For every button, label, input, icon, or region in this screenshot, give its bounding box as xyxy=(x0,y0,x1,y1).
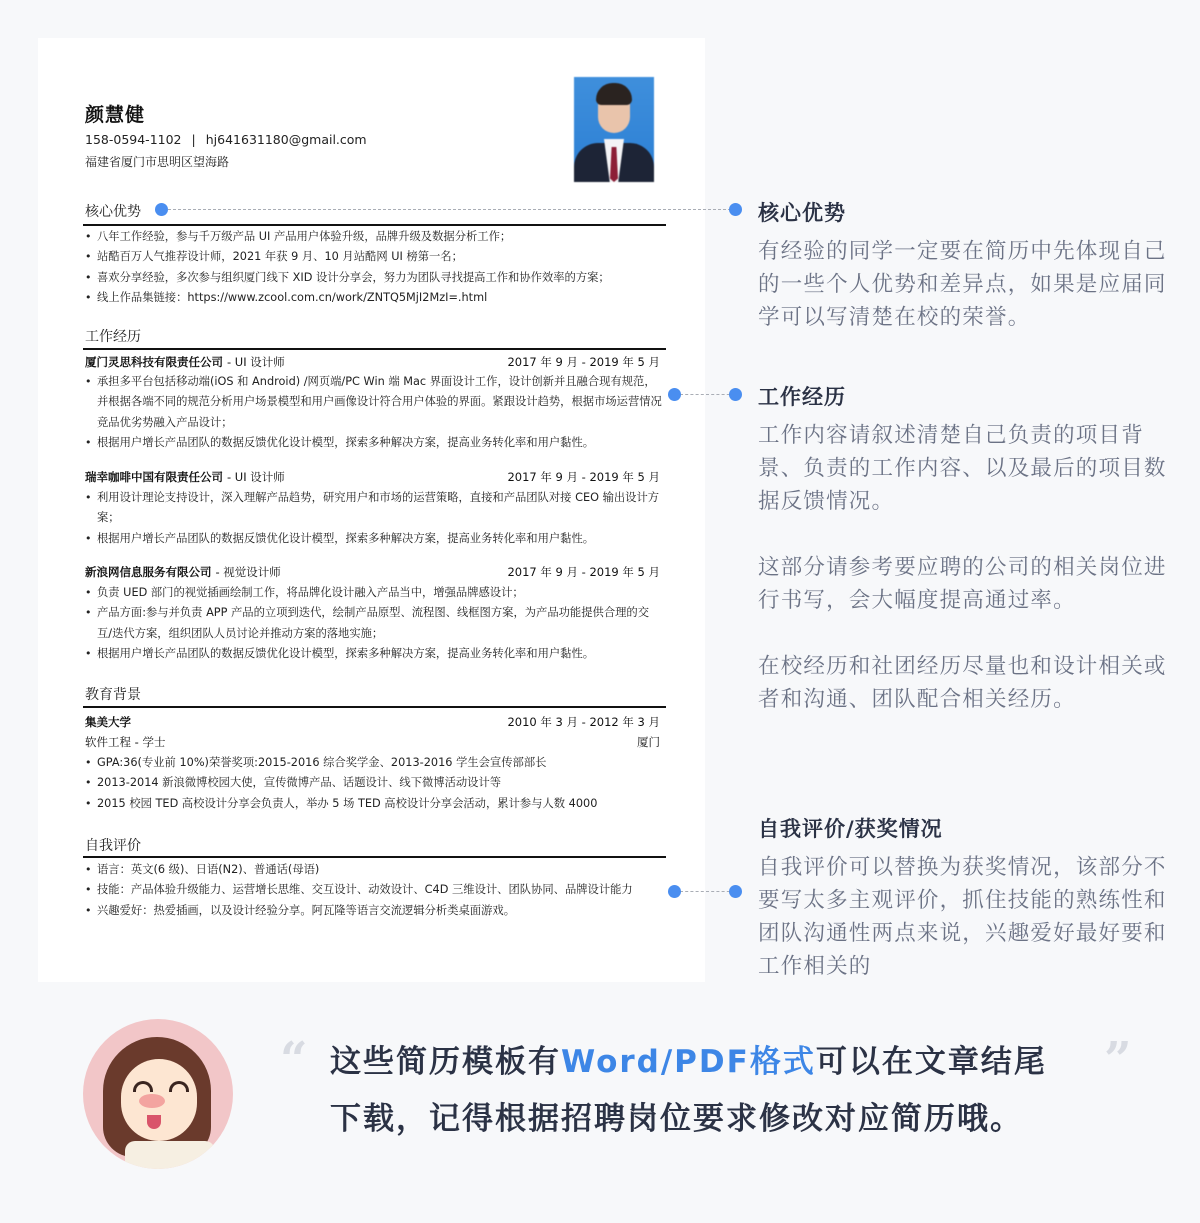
resume-paper xyxy=(38,38,705,982)
separator: | xyxy=(191,132,196,147)
job-items xyxy=(85,488,663,549)
self-eval-items xyxy=(85,860,663,921)
note-title-self-eval: 自我评价/获奖情况 xyxy=(758,817,943,841)
footer-text: 可以在文章结尾 xyxy=(815,1044,1047,1080)
note-text: 有经验的同学一定要在简历中先体现自己的一些个人优势和差异点，如果是应届同学可以写清楚在校的荣誉。 xyxy=(758,239,1167,330)
list-item: • 利用设计理论支持设计，深入理解产品趋势，研究用户和市场的运营策略，直接和产品团队对接 CEO 输出设计方案； xyxy=(85,488,663,529)
job-header xyxy=(85,564,660,580)
section-rule xyxy=(83,706,666,708)
list-item: • 技能：产品体验升级能力、运营增长思维、交互设计、动效设计、C4D 三维设计、团队协同、品牌设计能力 xyxy=(85,880,663,900)
note-title-work: 工作经历 xyxy=(758,385,846,409)
job-items xyxy=(85,372,663,453)
anchor-dot-icon xyxy=(668,885,681,898)
list-item: • 负责 UED 部门的视觉插画绘制工作，将品牌化设计融入产品当中，增强品牌感设计； xyxy=(85,583,663,603)
section-title-work: 工作经历 xyxy=(85,329,141,345)
job-period: 2017 年 9 月 - 2019 年 5 月 xyxy=(507,355,660,369)
education-header xyxy=(85,714,660,730)
author-avatar xyxy=(83,1019,233,1169)
list-item: • 语言：英文(6 级)、日语(N2)、普通话(母语) xyxy=(85,860,663,880)
company-name: 厦门灵思科技有限责任公司 xyxy=(85,355,223,369)
note-title-advantages: 核心优势 xyxy=(758,201,846,225)
company-name: 瑞幸咖啡中国有限责任公司 xyxy=(85,470,223,484)
section-title-education: 教育背景 xyxy=(85,687,141,703)
list-item: • 2013-2014 新浪微博校园大使，宣传微博产品、话题设计、线下微博活动设计等 xyxy=(85,773,663,793)
list-item: • 根据用户增长产品团队的数据反馈优化设计模型，探索多种解决方案，提高业务转化率和用户黏性。 xyxy=(85,644,663,664)
footer-line-1 xyxy=(330,1036,1047,1081)
list-item: • 产品方面:参与并负责 APP 产品的立项到迭代，绘制产品原型、流程图、线框图方案，为产品功能提供合理的交互/迭代方案，组织团队人员讨论并推动方案的落地实施； xyxy=(85,603,663,644)
open-quote-icon: “ xyxy=(280,1032,308,1088)
list-item: • 站酷百万人气推荐设计师，2021 年获 9 月、10 月站酷网 UI 榜第一名； xyxy=(85,247,663,267)
note-text: 这部分请参考要应聘的公司的相关岗位进行书写，会大幅度提高通过率。 xyxy=(758,555,1167,613)
education-subheader xyxy=(85,734,660,750)
job-period: 2017 年 9 月 - 2019 年 5 月 xyxy=(507,470,660,484)
job-role: - 视觉设计师 xyxy=(215,565,281,579)
list-item: • 喜欢分享经验，多次参与组织厦门线下 XID 设计分享会，努力为团队寻找提高工作和协作效率的方案； xyxy=(85,268,663,288)
company-name: 新浪网信息服务有限公司 xyxy=(85,565,212,579)
job-role: - UI 设计师 xyxy=(227,355,285,369)
close-quote-icon: ” xyxy=(1104,1032,1132,1088)
profile-photo xyxy=(574,77,654,182)
education-items xyxy=(85,753,663,814)
address: 福建省厦门市思明区望海路 xyxy=(85,155,230,169)
advantages-list xyxy=(85,227,663,308)
anchor-dot-icon xyxy=(729,885,742,898)
portfolio-link[interactable]: • 线上作品集链接：https://www.zcool.com.cn/work/ZNTQ5MjI2MzI=.html xyxy=(85,288,663,308)
contact-line xyxy=(85,132,367,147)
list-item: • 八年工作经验，参与千万级产品 UI 产品用户体验升级，品牌升级及数据分析工作； xyxy=(85,227,663,247)
job-header xyxy=(85,354,660,370)
section-rule xyxy=(83,856,666,858)
major: 软件工程 - 学士 xyxy=(85,735,166,749)
section-rule xyxy=(83,348,666,350)
job-role: - UI 设计师 xyxy=(227,470,285,484)
list-item: • GPA:36(专业前 10%)荣誉奖项:2015-2016 综合奖学金、2013-2016 学生会宣传部部长 xyxy=(85,753,663,773)
note-text: 在校经历和社团经历尽量也和设计相关或者和沟通、团队配合相关经历。 xyxy=(758,654,1167,712)
list-item: • 兴趣爱好：热爱插画，以及设计经验分享。阿瓦隆等语言交流逻辑分析类桌面游戏。 xyxy=(85,901,663,921)
job-header xyxy=(85,469,660,485)
section-title-advantages: 核心优势 xyxy=(85,204,141,220)
list-item: • 承担多平台包括移动端(iOS 和 Android) /网页端/PC Win 端 Mac 界面设计工作，设计创新并且融合现有规范，并根据各端不同的规范分析用户场景模型和用户画像设计符合用户体验的界面。紧跟设计趋势，根据市场运营情况竞品优劣势融入产品设计； xyxy=(85,372,663,433)
job-period: 2017 年 9 月 - 2019 年 5 月 xyxy=(507,565,660,579)
section-title-self-eval: 自我评价 xyxy=(85,838,141,854)
footer-highlight: Word/PDF格式 xyxy=(561,1044,816,1080)
connector-line xyxy=(680,891,735,892)
list-item: • 根据用户增长产品团队的数据反馈优化设计模型，探索多种解决方案，提高业务转化率和用户黏性。 xyxy=(85,433,663,453)
school-name: 集美大学 xyxy=(85,715,131,729)
footer-text: 这些简历模板有 xyxy=(330,1044,561,1080)
footer-line-2: 下载，记得根据招聘岗位要求修改对应简历哦。 xyxy=(330,1101,1023,1137)
connector-line xyxy=(680,394,735,395)
section-rule xyxy=(83,224,666,226)
city: 厦门 xyxy=(637,735,660,749)
email: hj641631180@gmail.com xyxy=(205,132,367,147)
education-period: 2010 年 3 月 - 2012 年 3 月 xyxy=(507,715,660,729)
list-item: • 2015 校园 TED 高校设计分享会负责人，举办 5 场 TED 高校设计分享会活动，累计参与人数 4000 xyxy=(85,794,663,814)
phone: 158-0594-1102 xyxy=(85,132,182,147)
job-items xyxy=(85,583,663,664)
anchor-dot-icon xyxy=(729,203,742,216)
list-item: • 根据用户增长产品团队的数据反馈优化设计模型，探索多种解决方案，提高业务转化率和用户黏性。 xyxy=(85,529,663,549)
anchor-dot-icon xyxy=(729,388,742,401)
note-text: 自我评价可以替换为获奖情况，该部分不要写太多主观评价，抓住技能的熟练性和团队沟通性两点来说，兴趣爱好最好要和工作相关的 xyxy=(758,855,1167,979)
note-text: 工作内容请叙述清楚自己负责的项目背景、负责的工作内容、以及最后的项目数据反馈情况。 xyxy=(758,423,1167,514)
resume-name: 颜慧健 xyxy=(85,104,146,126)
anchor-dot-icon xyxy=(155,203,168,216)
anchor-dot-icon xyxy=(668,388,681,401)
connector-line xyxy=(168,209,736,210)
